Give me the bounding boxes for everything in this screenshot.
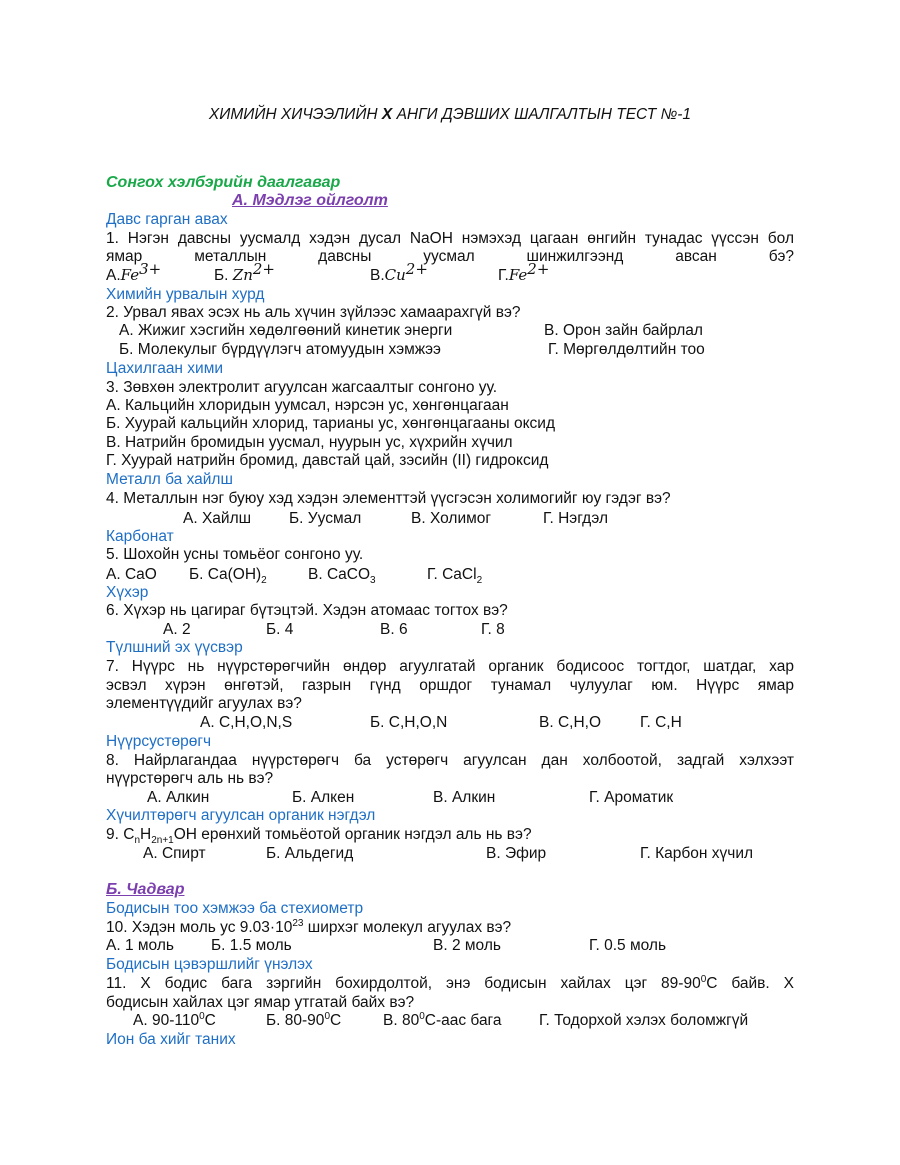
question-5: 5. Шохойн усны томьёог сонгоно уу. [106, 546, 364, 563]
option-c: В. $80^0C$-аас бага [383, 1010, 502, 1029]
section-b-heading: Б. Чадвар [106, 881, 185, 898]
question-10: 10. Хэдэн моль ус $9.03\cdot 10^{23}$ ширхэг молекул агуулах вэ? [106, 917, 512, 936]
option-a: А. Кальцийн хлоридын уумсал, нэрсэн ус, хөнгөнцагаан [106, 397, 509, 414]
option-c: В. Алкин [433, 789, 496, 806]
option-a: А. C,H,O,N,S [200, 714, 293, 731]
option-d: Г. C,H [640, 714, 682, 731]
option-b: Б. Альдегид [266, 845, 354, 862]
option-b: Б. $Ca(OH)_2$ [189, 566, 267, 587]
option-b: Б. Хуурай кальцийн хлорид, тарианы ус, хөнгөнцагааны оксид [106, 415, 556, 432]
option-a: А. 2 [163, 621, 191, 638]
option-d: Г. Хуурай натрийн бромид, давстай цай, зэсийн (II) гидроксид [106, 452, 549, 469]
option-c: В. Холимог [411, 510, 492, 527]
question-11-line1: 11. X бодис бага зэргийн бохирдолтой, энэ бодисын хайлах цэг $89-90^0C$ байв. X [106, 973, 794, 992]
section-main-heading: Сонгох хэлбэрийн даалгавар [106, 174, 341, 191]
option-d: Г. Тодорхой хэлэх боломжгүй [539, 1012, 749, 1029]
question-8-line1: 8. Найрлагандаа нүүрстөрөгч ба устөрөгч агуулсан дан холбоотой, задгай хэлхээт [106, 752, 794, 769]
topic-heading: Нүүрсустөрөгч [106, 733, 212, 750]
option-c: В. C,H,O [539, 714, 602, 731]
option-c: В. Натрийн бромидын уусмал, нуурын ус, хүхрийн хүчил [106, 434, 513, 451]
question-1-line2: ямар металлын давсны уусмал шинжилгээнд авсан бэ? [106, 248, 794, 265]
question-8-line2: нүүрстөрөгч аль нь вэ? [106, 770, 274, 787]
option-b: Б. Алкен [292, 789, 355, 806]
option-a: А. CaO [106, 566, 157, 583]
option-b: Б. $80-90^0C$ [266, 1010, 342, 1029]
option-c: В. 6 [380, 621, 408, 638]
topic-heading: Түлшний эх үүсвэр [106, 639, 243, 656]
option-c: В. CaCO$_3$ [308, 566, 376, 587]
topic-heading: Бодисын цэвэршлийг үнэлэх [106, 956, 313, 973]
topic-heading: Ион ба хийг таних [106, 1031, 236, 1048]
topic-heading: Цахилгаан хими [106, 360, 224, 377]
question-2: 2. Урвал явах эсэх нь аль хүчин зүйлээс хамаарахгүй вэ? [106, 304, 521, 321]
option-d: Г. Мөргөлдөлтийн тоо [548, 341, 705, 358]
question-7-line1: 7. Нүүрс нь нүүрстөрөгчийн өндөр агуулгатай органик бодисоос тогтдог, шатдаг, хар [106, 658, 794, 675]
option-a: А. Жижиг хэсгийн хөдөлгөөний кинетик энерги [119, 322, 453, 339]
option-d: Г. CaCl$_2$ [427, 566, 483, 587]
option-a: А. Спирт [143, 845, 206, 862]
option-a: $А.Fe^{3+}$ [106, 259, 162, 284]
option-b: Б. Молекулыг бүрдүүлэгч атомуудын хэмжээ [119, 341, 441, 358]
option-b: Б. Уусмал [289, 510, 362, 527]
option-d: Г. 8 [481, 621, 505, 638]
option-a: А. Хайлш [183, 510, 252, 527]
option-d: Г. 0.5 моль [589, 937, 667, 954]
option-d: Г. Нэгдэл [543, 510, 609, 527]
option-b: Б. C,H,O,N [370, 714, 448, 731]
option-d: Г. Ароматик [589, 789, 674, 806]
section-a-heading: А. Мэдлэг ойлголт [232, 192, 388, 209]
question-7-line2: эсвэл хүрэн өнгөтэй, газрын гүнд оршдог тунамал чулуулаг юм. Нүүрс ямар [106, 677, 794, 694]
option-c: $В.Cu^{2+}$ [370, 259, 428, 284]
page-title: ХИМИЙН ХИЧЭЭЛИЙН X АНГИ ДЭВШИХ ШАЛГАЛТЫН ТЕСТ №-1 [208, 106, 692, 123]
option-b: Б. $Zn^{2+}$ [214, 259, 276, 284]
option-a: А. Алкин [147, 789, 210, 806]
topic-heading: Хүчилтөрөгч агуулсан органик нэгдэл [106, 807, 376, 824]
topic-heading: Бодисын тоо хэмжээ ба стехиометр [106, 900, 364, 917]
option-d: Г. Карбон хүчил [640, 845, 754, 862]
topic-heading: Хүхэр [106, 584, 149, 601]
topic-heading: Химийн урвалын хурд [106, 286, 265, 303]
question-11-line2: бодисын хайлах цэг ямар утгатай байх вэ? [106, 994, 415, 1011]
question-9: 9. $C_nH_{2n+1}OH$ ерөнхий томьёотой органик нэгдэл аль нь вэ? [106, 826, 532, 847]
question-7-line3: элементүүдийг агуулах вэ? [106, 695, 302, 712]
option-c: В. Эфир [486, 845, 547, 862]
option-d: $Г.Fe^{2+}$ [498, 259, 550, 284]
question-4: 4. Металлын нэг буюу хэд хэдэн элементтэй үүсгэсэн холимогийг юу гэдэг вэ? [106, 490, 671, 507]
option-c: В. Орон зайн байрлал [544, 322, 703, 339]
option-b: Б. 4 [266, 621, 294, 638]
option-a: А. 1 моль [106, 937, 174, 954]
topic-heading: Давс гарган авах [106, 211, 228, 228]
topic-heading: Металл ба хайлш [106, 471, 233, 488]
question-6: 6. Хүхэр нь цагираг бүтэцтэй. Хэдэн атомаас тогтох вэ? [106, 602, 508, 619]
question-3: 3. Зөвхөн электролит агуулсан жагсаалтыг сонгоно уу. [106, 379, 498, 396]
option-c: В. 2 моль [433, 937, 501, 954]
question-1-line1: 1. Нэгэн давсны уусмалд хэдэн дусал NaOH нэмэхэд цагаан өнгийн тунадас үүссэн бол [106, 230, 794, 247]
topic-heading: Карбонат [106, 528, 174, 545]
option-a: А. $90-110^0C$ [133, 1010, 216, 1029]
option-b: Б. 1.5 моль [211, 937, 292, 954]
